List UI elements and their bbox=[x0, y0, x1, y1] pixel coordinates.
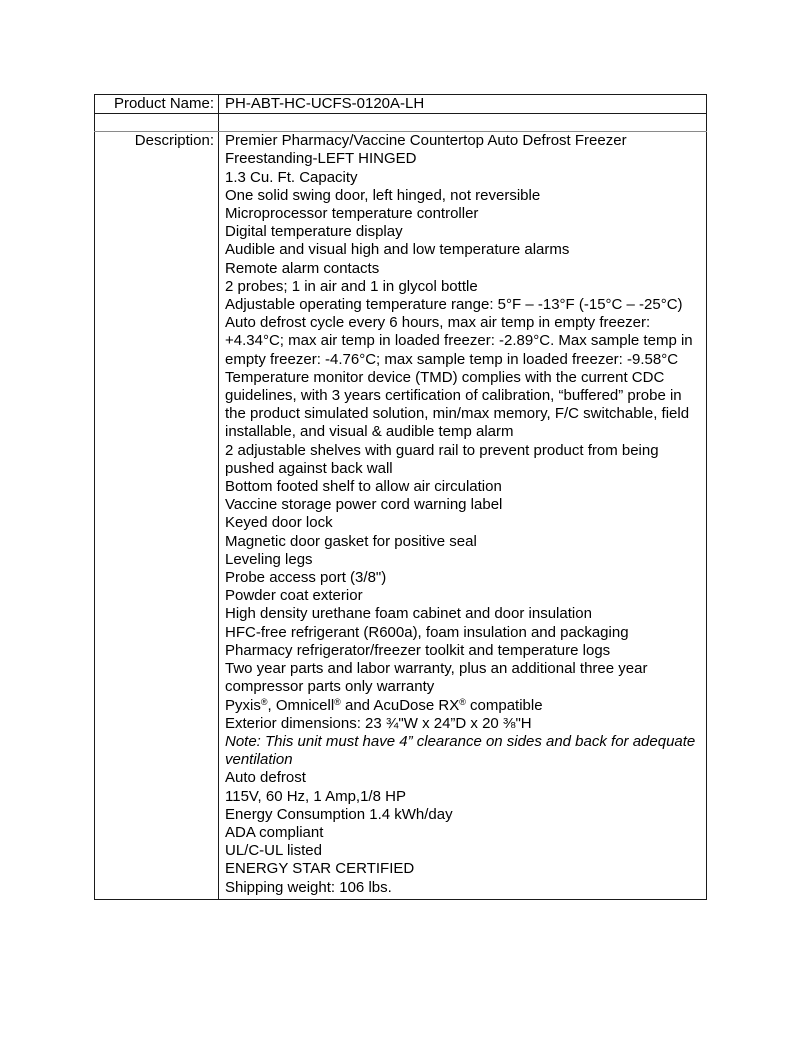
feature-line: Freestanding-LEFT HINGED bbox=[225, 150, 417, 168]
feature-line: HFC-free refrigerant (R600a), foam insulation and packaging bbox=[225, 623, 629, 641]
feature-line: 2 adjustable shelves with guard rail to prevent product from being pushed against back wall bbox=[225, 441, 659, 477]
feature-list bbox=[225, 715, 702, 733]
feature-line: One solid swing door, left hinged, not reversible bbox=[225, 186, 541, 204]
compat-tail: compatible bbox=[465, 696, 543, 714]
feature-line: Energy Consumption 1.4 kWh/day bbox=[225, 805, 453, 823]
compat-omnicell: , Omnicell bbox=[267, 696, 335, 714]
feature-line: 1.3 Cu. Ft. Capacity bbox=[225, 168, 358, 186]
feature-line: Digital temperature display bbox=[225, 223, 403, 241]
feature-line: UL/C-UL listed bbox=[225, 842, 322, 860]
feature-line: Temperature monitor device (TMD) complies with the current CDC guidelines, with 3 years certification of calibration, “buffered” probe in the product simulated solution, min/max memory, F/C switchable, field installable, and visual & audible temp alarm bbox=[225, 368, 690, 441]
registered-mark: ® bbox=[260, 696, 268, 707]
feature-list bbox=[225, 132, 702, 696]
product-name-label: Product Name: bbox=[95, 95, 219, 114]
feature-line: Premier Pharmacy/Vaccine Countertop Auto Defrost Freezer bbox=[225, 132, 627, 150]
feature-line: Exterior dimensions: 23 ¾"W x 24”D x 20 ⅜"H bbox=[225, 714, 532, 732]
compatibility-line bbox=[225, 697, 702, 715]
description-label: Description: bbox=[95, 132, 219, 900]
feature-line: High density urethane foam cabinet and door insulation bbox=[225, 605, 592, 623]
feature-line: Remote alarm contacts bbox=[225, 259, 380, 277]
feature-line: Auto defrost bbox=[225, 769, 306, 787]
description-value bbox=[219, 132, 707, 900]
spacer-row bbox=[95, 114, 707, 132]
feature-line: Pharmacy refrigerator/freezer toolkit and temperature logs bbox=[225, 641, 611, 659]
product-name-row bbox=[95, 95, 707, 114]
feature-line: Two year parts and labor warranty, plus an additional three year compressor parts only warranty bbox=[225, 660, 648, 696]
description-row bbox=[95, 132, 707, 900]
product-spec-table bbox=[94, 94, 707, 900]
compat-acudose: and AcuDose RX bbox=[340, 696, 460, 714]
feature-line: Probe access port (3/8") bbox=[225, 569, 387, 587]
registered-mark: ® bbox=[334, 696, 341, 707]
feature-line: ADA compliant bbox=[225, 823, 324, 841]
feature-line: Bottom footed shelf to allow air circulation bbox=[225, 478, 502, 496]
feature-list bbox=[225, 769, 702, 896]
feature-line: Leveling legs bbox=[225, 550, 313, 568]
feature-line: Shipping weight: 106 lbs. bbox=[225, 878, 392, 896]
feature-line: Audible and visual high and low temperature alarms bbox=[225, 241, 570, 259]
feature-line: 2 probes; 1 in air and 1 in glycol bottle bbox=[225, 277, 478, 295]
spacer-cell bbox=[95, 114, 219, 132]
ventilation-note: Note: This unit must have 4” clearance on sides and back for adequate ventilation bbox=[225, 732, 696, 769]
feature-line: Auto defrost cycle every 6 hours, max air temp in empty freezer: +4.34°C; max air temp in loaded freezer: -2.89°C. Max sample temp in empty freezer: -4.76°C; max sample temp in loaded freezer: -9.58°C bbox=[225, 314, 693, 368]
registered-mark: ® bbox=[459, 696, 466, 707]
spacer-cell bbox=[219, 114, 707, 132]
feature-line: Powder coat exterior bbox=[225, 587, 363, 605]
product-name-value: PH-ABT-HC-UCFS-0120A-LH bbox=[219, 95, 707, 114]
feature-line: 115V, 60 Hz, 1 Amp,1/8 HP bbox=[225, 787, 406, 805]
compat-pyxis: Pyxis bbox=[225, 696, 261, 714]
feature-line: Keyed door lock bbox=[225, 514, 333, 532]
feature-line: Magnetic door gasket for positive seal bbox=[225, 532, 477, 550]
feature-line: Adjustable operating temperature range: 5°F – -13°F (-15°C – -25°C) bbox=[225, 296, 683, 314]
feature-line: Microprocessor temperature controller bbox=[225, 205, 479, 223]
feature-line: ENERGY STAR CERTIFIED bbox=[225, 860, 415, 878]
feature-line: Vaccine storage power cord warning label bbox=[225, 496, 503, 514]
